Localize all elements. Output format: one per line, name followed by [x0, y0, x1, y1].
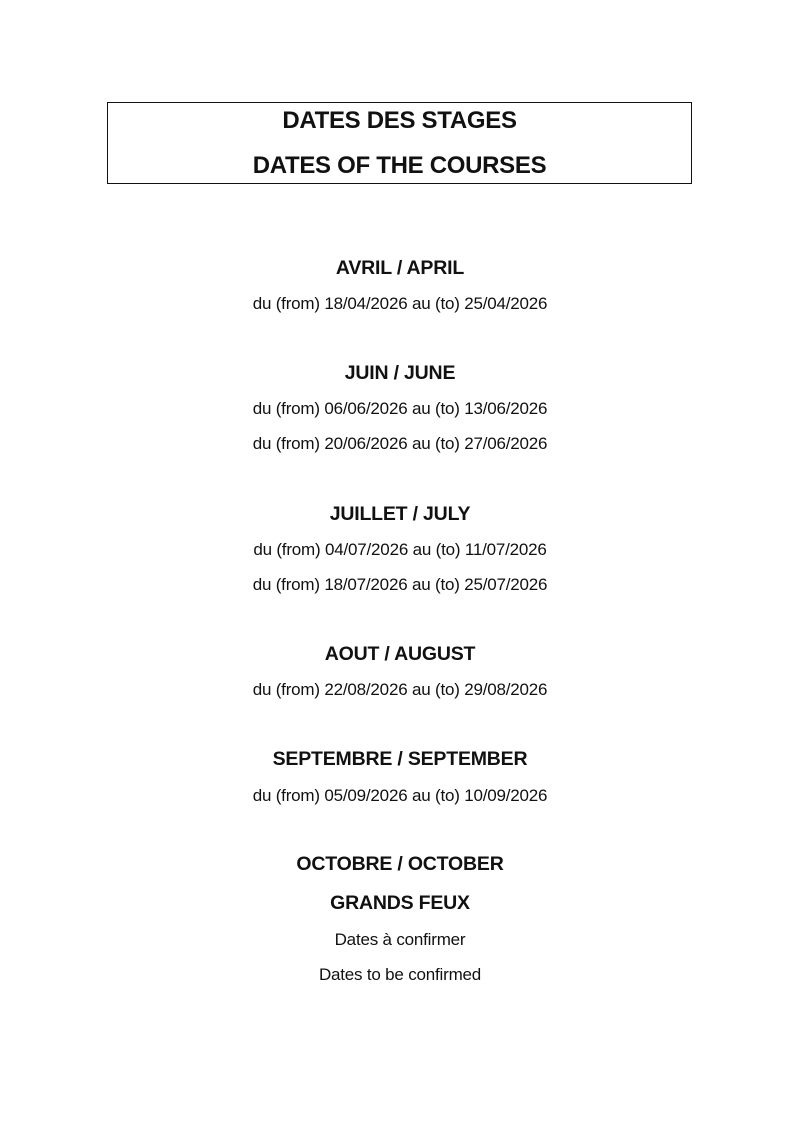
date-range-june-2: du (from) 20/06/2026 au (to) 27/06/2026	[252, 434, 548, 453]
date-range-september-1: du (from) 05/09/2026 au (to) 10/09/2026	[252, 786, 548, 805]
date-range-june-1: du (from) 06/06/2026 au (to) 13/06/2026	[252, 399, 548, 418]
section-heading-september: SEPTEMBRE / SEPTEMBER	[272, 748, 528, 770]
dates-note-english: Dates to be confirmed	[318, 965, 482, 984]
section-heading-june: JUIN / JUNE	[344, 362, 456, 384]
date-range-july-1: du (from) 04/07/2026 au (to) 11/07/2026	[253, 540, 547, 559]
date-range-july-2: du (from) 18/07/2026 au (to) 25/07/2026	[252, 575, 548, 594]
section-heading-october: OCTOBRE / OCTOBER	[296, 853, 504, 875]
section-heading-august: AOUT / AUGUST	[324, 643, 476, 665]
section-heading-april: AVRIL / APRIL	[335, 257, 465, 279]
date-range-august-1: du (from) 22/08/2026 au (to) 29/08/2026	[252, 680, 548, 699]
section-heading-july: JUILLET / JULY	[329, 503, 471, 525]
date-range-april-1: du (from) 18/04/2026 au (to) 25/04/2026	[252, 294, 548, 313]
title-box	[107, 102, 692, 184]
section-subheading-grands-feux: GRANDS FEUX	[330, 892, 470, 914]
title-english: DATES OF THE COURSES	[252, 152, 547, 179]
title-french: DATES DES STAGES	[282, 107, 517, 134]
dates-note-french: Dates à confirmer	[334, 930, 466, 949]
